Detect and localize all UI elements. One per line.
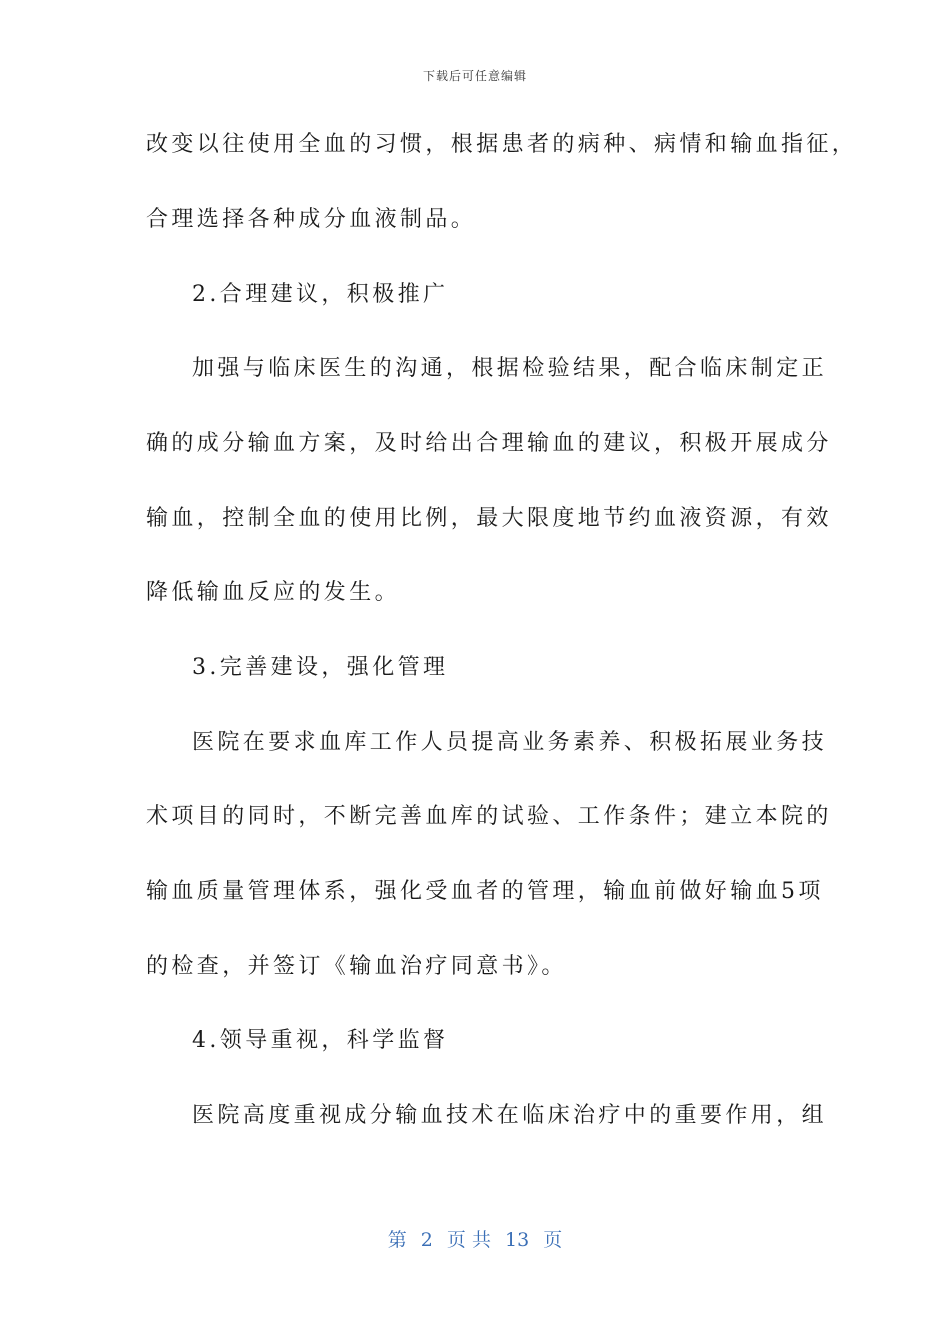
text-line: 改变以往使用全血的习惯，根据患者的病种、病情和输血指征， (146, 132, 858, 157)
section-heading: 3.完善建设，强化管理 (192, 655, 449, 680)
page-number-footer (0, 1225, 950, 1252)
text-line: 医院高度重视成分输血技术在临床治疗中的重要作用，组 (192, 1103, 828, 1128)
total-page-count: 13 (505, 1229, 530, 1251)
header-note: 下载后可任意编辑 (422, 69, 527, 83)
text-line: 输血质量管理体系，强化受血者的管理，输血前做好输血5项 (146, 879, 824, 904)
text-line: 的检查，并签订《输血治疗同意书》。 (146, 954, 567, 979)
footer-prefix: 第 (387, 1229, 407, 1251)
text-line: 加强与临床医生的沟通，根据检验结果，配合临床制定正 (192, 356, 828, 381)
section-heading: 2.合理建议，积极推广 (192, 282, 449, 307)
footer-middle: 页 共 (446, 1229, 491, 1251)
text-line: 术项目的同时，不断完善血库的试验、工作条件；建立本院的 (146, 804, 832, 829)
footer-suffix: 页 (543, 1229, 563, 1251)
text-line: 合理选择各种成分血液制品。 (146, 207, 477, 232)
text-line: 医院在要求血库工作人员提高业务素养、积极拓展业务技 (192, 730, 828, 755)
current-page-number: 2 (420, 1229, 433, 1251)
text-line: 输血，控制全血的使用比例，最大限度地节约血液资源，有效 (146, 506, 832, 531)
text-line: 确的成分输血方案，及时给出合理输血的建议，积极开展成分 (146, 431, 832, 456)
section-heading: 4.领导重视，科学监督 (192, 1028, 449, 1053)
text-line: 降低输血反应的发生。 (146, 580, 401, 605)
